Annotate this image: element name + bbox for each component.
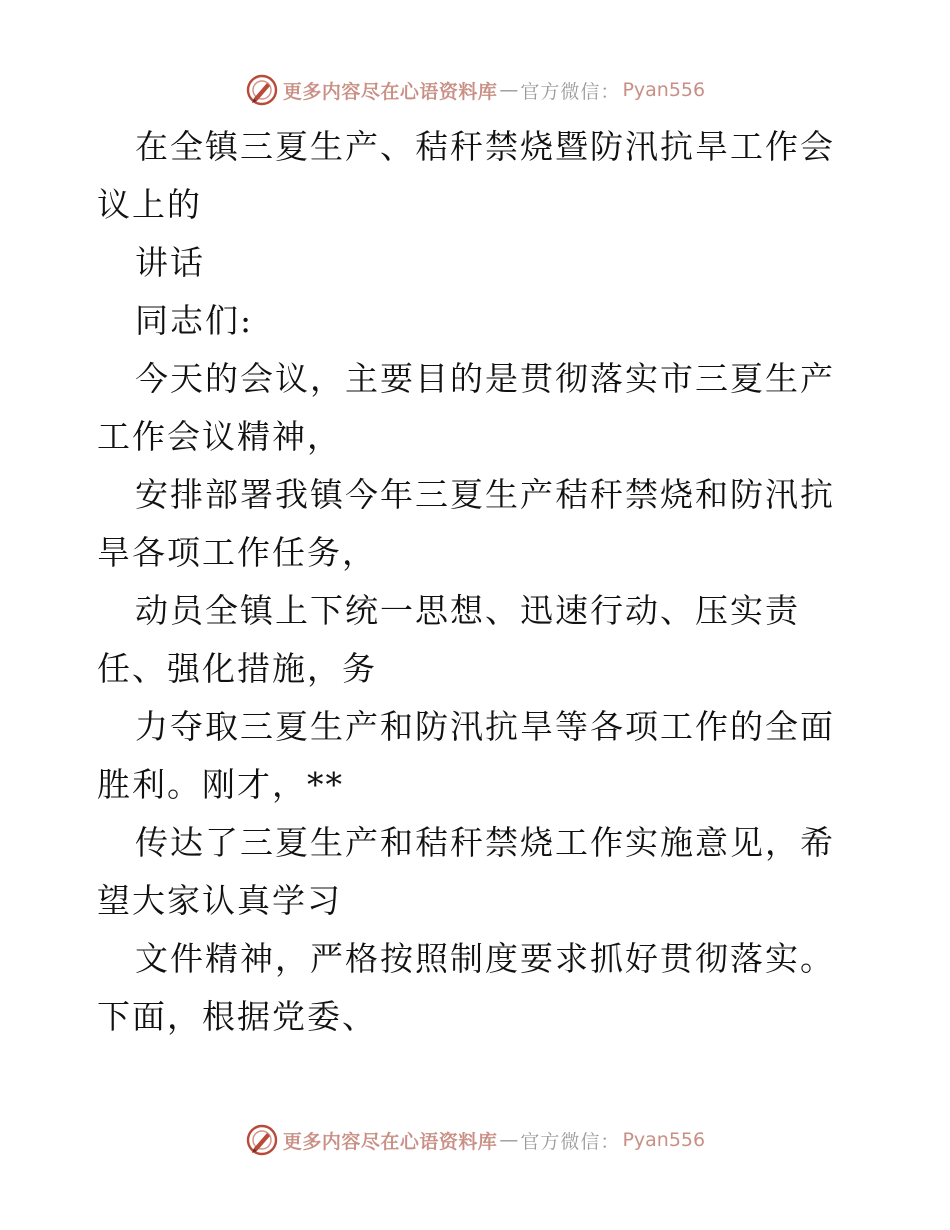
body-paragraph: 今天的会议，主要目的是贯彻落实市三夏生产工作会议精神， [97,359,835,456]
banner-text: 更多内容尽在心语资料库 [282,80,498,103]
body-paragraph: 安排部署我镇今年三夏生产秸秆禁烧和防汛抗旱各项工作任务， [97,475,835,572]
pen-circle-logo-icon [245,73,279,107]
document-body [97,118,857,1046]
body-paragraph: 力夺取三夏生产和防汛抗旱等各项工作的全面胜利。刚才，** [97,707,835,804]
header-watermark-banner [0,70,950,110]
salutation: 同志们: [135,301,254,340]
banner-text: 更多内容尽在心语资料库 [282,1130,498,1153]
banner-separator: — [499,1129,519,1151]
banner-wechat-id: Pyan556 [622,79,706,101]
speech-title-line: 在全镇三夏生产、秸秆禁烧暨防汛抗旱工作会议上的 [97,127,835,224]
body-paragraph: 动员全镇上下统一思想、迅速行动、压实责任、强化措施，务 [97,591,800,688]
banner-contact-label: 官方微信： [520,80,621,103]
banner-contact-label: 官方微信： [520,1130,621,1153]
body-paragraph: 文件精神，严格按照制度要求抓好贯彻落实。下面，根据党委、 [97,939,835,1036]
pen-circle-logo-icon [245,1123,279,1157]
speech-title-line-2: 讲话 [135,243,205,282]
banner-wechat-id: Pyan556 [622,1129,706,1151]
footer-watermark-banner [0,1120,950,1160]
banner-separator: — [499,79,519,101]
body-paragraph: 传达了三夏生产和秸秆禁烧工作实施意见，希望大家认真学习 [97,823,835,920]
